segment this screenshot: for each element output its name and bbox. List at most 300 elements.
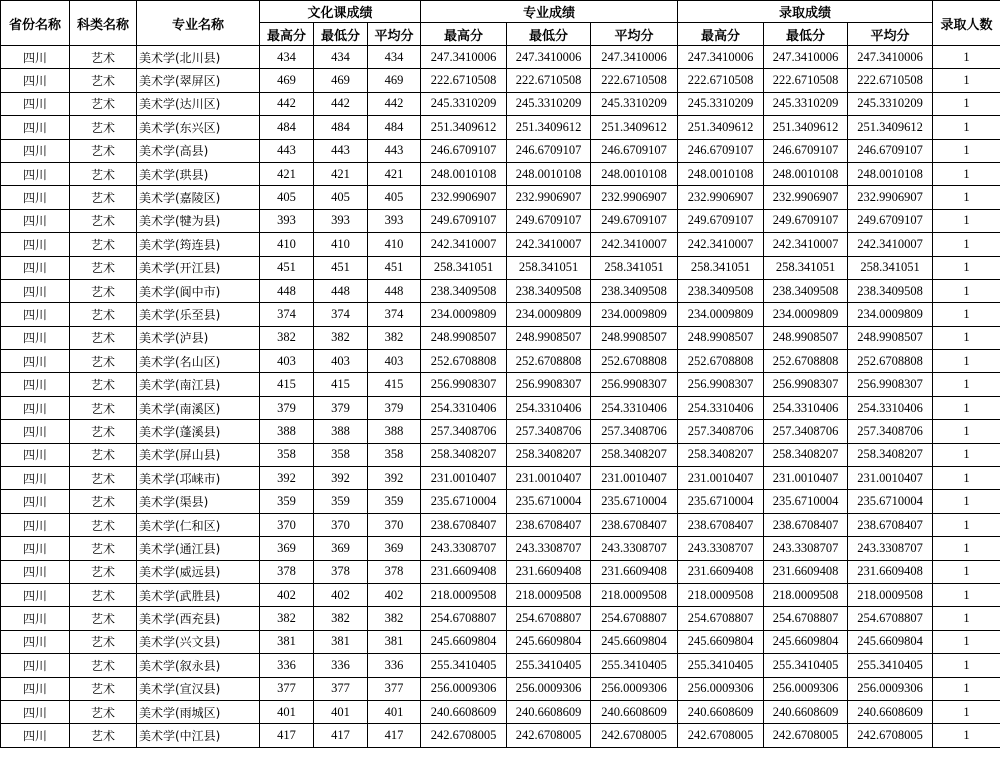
cell-culture-max: 369 xyxy=(260,537,314,560)
cell-admit-count: 1 xyxy=(933,303,1000,326)
cell-major-min: 257.3408706 xyxy=(507,420,591,443)
cell-major-min: 256.0009306 xyxy=(507,677,591,700)
cell-culture-max: 374 xyxy=(260,303,314,326)
cell-culture-avg: 336 xyxy=(368,654,421,677)
cell-admit-min: 252.6708808 xyxy=(764,350,848,373)
cell-culture-max: 448 xyxy=(260,279,314,302)
cell-major-avg: 252.6708808 xyxy=(591,350,678,373)
header-admission-scores: 录取成绩 xyxy=(678,1,933,23)
cell-major-max: 247.3410006 xyxy=(421,46,507,69)
cell-category: 艺术 xyxy=(70,69,137,92)
cell-category: 艺术 xyxy=(70,467,137,490)
cell-admit-avg: 218.0009508 xyxy=(848,583,933,606)
cell-admit-avg: 242.6708005 xyxy=(848,724,933,747)
cell-major: 美术学(叙永县) xyxy=(137,654,260,677)
cell-admit-min: 257.3408706 xyxy=(764,420,848,443)
cell-admit-count: 1 xyxy=(933,630,1000,653)
cell-culture-min: 392 xyxy=(314,467,368,490)
cell-major-min: 251.3409612 xyxy=(507,116,591,139)
cell-province: 四川 xyxy=(1,303,70,326)
cell-culture-avg: 434 xyxy=(368,46,421,69)
cell-province: 四川 xyxy=(1,396,70,419)
cell-culture-max: 370 xyxy=(260,513,314,536)
cell-admit-avg: 245.6609804 xyxy=(848,630,933,653)
cell-province: 四川 xyxy=(1,116,70,139)
cell-category: 艺术 xyxy=(70,396,137,419)
table-row xyxy=(1,326,1000,349)
cell-admit-avg: 235.6710004 xyxy=(848,490,933,513)
table-row xyxy=(1,303,1000,326)
cell-admit-min: 235.6710004 xyxy=(764,490,848,513)
header-admit-max: 最高分 xyxy=(678,23,764,46)
cell-admit-max: 248.0010108 xyxy=(678,162,764,185)
cell-category: 艺术 xyxy=(70,654,137,677)
cell-culture-min: 379 xyxy=(314,396,368,419)
cell-major-max: 258.3408207 xyxy=(421,443,507,466)
cell-admit-avg: 258.3408207 xyxy=(848,443,933,466)
cell-culture-avg: 379 xyxy=(368,396,421,419)
table-row xyxy=(1,92,1000,115)
header-major-scores: 专业成绩 xyxy=(421,1,678,23)
cell-admit-max: 238.6708407 xyxy=(678,513,764,536)
cell-admit-max: 254.6708807 xyxy=(678,607,764,630)
cell-province: 四川 xyxy=(1,139,70,162)
cell-category: 艺术 xyxy=(70,303,137,326)
cell-culture-min: 377 xyxy=(314,677,368,700)
cell-admit-count: 1 xyxy=(933,116,1000,139)
cell-culture-max: 434 xyxy=(260,46,314,69)
cell-admit-max: 247.3410006 xyxy=(678,46,764,69)
cell-culture-min: 359 xyxy=(314,490,368,513)
cell-admit-min: 258.3408207 xyxy=(764,443,848,466)
header-category: 科类名称 xyxy=(70,1,137,46)
table-row xyxy=(1,116,1000,139)
cell-culture-avg: 388 xyxy=(368,420,421,443)
header-culture-scores: 文化课成绩 xyxy=(260,1,421,23)
cell-culture-min: 451 xyxy=(314,256,368,279)
cell-major-min: 231.6609408 xyxy=(507,560,591,583)
table-row xyxy=(1,700,1000,723)
cell-category: 艺术 xyxy=(70,279,137,302)
cell-category: 艺术 xyxy=(70,537,137,560)
cell-admit-max: 218.0009508 xyxy=(678,583,764,606)
cell-major-avg: 222.6710508 xyxy=(591,69,678,92)
cell-category: 艺术 xyxy=(70,607,137,630)
cell-admit-max: 248.9908507 xyxy=(678,326,764,349)
cell-culture-min: 448 xyxy=(314,279,368,302)
cell-major-avg: 245.3310209 xyxy=(591,92,678,115)
cell-admit-min: 218.0009508 xyxy=(764,583,848,606)
cell-culture-max: 377 xyxy=(260,677,314,700)
cell-admit-count: 1 xyxy=(933,513,1000,536)
cell-culture-max: 443 xyxy=(260,139,314,162)
cell-admit-max: 238.3409508 xyxy=(678,279,764,302)
cell-culture-avg: 393 xyxy=(368,209,421,232)
cell-admit-count: 1 xyxy=(933,537,1000,560)
cell-admit-max: 255.3410405 xyxy=(678,654,764,677)
cell-major-min: 245.6609804 xyxy=(507,630,591,653)
cell-admit-avg: 255.3410405 xyxy=(848,654,933,677)
table-row xyxy=(1,256,1000,279)
cell-major-min: 252.6708808 xyxy=(507,350,591,373)
cell-admit-count: 1 xyxy=(933,233,1000,256)
cell-culture-avg: 469 xyxy=(368,69,421,92)
cell-culture-max: 381 xyxy=(260,630,314,653)
cell-province: 四川 xyxy=(1,724,70,747)
cell-major: 美术学(泸县) xyxy=(137,326,260,349)
cell-admit-count: 1 xyxy=(933,209,1000,232)
cell-culture-avg: 382 xyxy=(368,607,421,630)
cell-province: 四川 xyxy=(1,677,70,700)
cell-admit-avg: 243.3308707 xyxy=(848,537,933,560)
cell-major-max: 231.6609408 xyxy=(421,560,507,583)
header-row-group xyxy=(1,1,1000,23)
cell-major-max: 255.3410405 xyxy=(421,654,507,677)
header-culture-min: 最低分 xyxy=(314,23,368,46)
cell-major-max: 246.6709107 xyxy=(421,139,507,162)
cell-admit-max: 246.6709107 xyxy=(678,139,764,162)
cell-category: 艺术 xyxy=(70,46,137,69)
cell-culture-min: 378 xyxy=(314,560,368,583)
cell-admit-count: 1 xyxy=(933,583,1000,606)
cell-culture-min: 369 xyxy=(314,537,368,560)
cell-admit-min: 251.3409612 xyxy=(764,116,848,139)
header-major-max: 最高分 xyxy=(421,23,507,46)
cell-culture-min: 358 xyxy=(314,443,368,466)
cell-major-min: 231.0010407 xyxy=(507,467,591,490)
cell-province: 四川 xyxy=(1,560,70,583)
cell-culture-max: 379 xyxy=(260,396,314,419)
cell-major: 美术学(珙县) xyxy=(137,162,260,185)
cell-culture-max: 401 xyxy=(260,700,314,723)
cell-province: 四川 xyxy=(1,583,70,606)
cell-category: 艺术 xyxy=(70,233,137,256)
header-major-avg: 平均分 xyxy=(591,23,678,46)
cell-category: 艺术 xyxy=(70,490,137,513)
cell-admit-count: 1 xyxy=(933,279,1000,302)
cell-major: 美术学(雨城区) xyxy=(137,700,260,723)
table-row xyxy=(1,233,1000,256)
cell-culture-max: 358 xyxy=(260,443,314,466)
table-row xyxy=(1,396,1000,419)
cell-culture-avg: 369 xyxy=(368,537,421,560)
cell-admit-max: 252.6708808 xyxy=(678,350,764,373)
cell-major: 美术学(武胜县) xyxy=(137,583,260,606)
cell-major-min: 234.0009809 xyxy=(507,303,591,326)
cell-culture-max: 359 xyxy=(260,490,314,513)
cell-major-max: 256.9908307 xyxy=(421,373,507,396)
cell-admit-min: 222.6710508 xyxy=(764,69,848,92)
cell-major: 美术学(阆中市) xyxy=(137,279,260,302)
cell-major-max: 243.3308707 xyxy=(421,537,507,560)
cell-admit-min: 245.6609804 xyxy=(764,630,848,653)
cell-province: 四川 xyxy=(1,326,70,349)
cell-major-max: 240.6608609 xyxy=(421,700,507,723)
cell-admit-max: 254.3310406 xyxy=(678,396,764,419)
cell-culture-avg: 484 xyxy=(368,116,421,139)
cell-major: 美术学(名山区) xyxy=(137,350,260,373)
cell-major-avg: 256.0009306 xyxy=(591,677,678,700)
cell-major-max: 234.0009809 xyxy=(421,303,507,326)
cell-culture-max: 378 xyxy=(260,560,314,583)
cell-province: 四川 xyxy=(1,654,70,677)
cell-admit-min: 249.6709107 xyxy=(764,209,848,232)
cell-major: 美术学(北川县) xyxy=(137,46,260,69)
cell-admit-min: 231.0010407 xyxy=(764,467,848,490)
cell-major: 美术学(宣汉县) xyxy=(137,677,260,700)
cell-major-avg: 249.6709107 xyxy=(591,209,678,232)
header-major-min: 最低分 xyxy=(507,23,591,46)
cell-province: 四川 xyxy=(1,537,70,560)
cell-major-avg: 256.9908307 xyxy=(591,373,678,396)
table-row xyxy=(1,209,1000,232)
cell-admit-max: 240.6608609 xyxy=(678,700,764,723)
cell-admit-avg: 248.0010108 xyxy=(848,162,933,185)
cell-admit-min: 248.0010108 xyxy=(764,162,848,185)
cell-admit-min: 256.0009306 xyxy=(764,677,848,700)
table-row xyxy=(1,69,1000,92)
cell-culture-avg: 378 xyxy=(368,560,421,583)
cell-major: 美术学(兴文县) xyxy=(137,630,260,653)
cell-major-max: 254.6708807 xyxy=(421,607,507,630)
cell-major-avg: 243.3308707 xyxy=(591,537,678,560)
cell-major: 美术学(犍为县) xyxy=(137,209,260,232)
cell-admit-min: 232.9906907 xyxy=(764,186,848,209)
cell-admit-min: 243.3308707 xyxy=(764,537,848,560)
cell-admit-min: 255.3410405 xyxy=(764,654,848,677)
cell-culture-max: 392 xyxy=(260,467,314,490)
table-row xyxy=(1,654,1000,677)
cell-culture-min: 382 xyxy=(314,607,368,630)
cell-major-avg: 234.0009809 xyxy=(591,303,678,326)
cell-major-max: 238.6708407 xyxy=(421,513,507,536)
cell-major-min: 235.6710004 xyxy=(507,490,591,513)
cell-category: 艺术 xyxy=(70,326,137,349)
cell-major-max: 245.3310209 xyxy=(421,92,507,115)
cell-category: 艺术 xyxy=(70,443,137,466)
cell-culture-avg: 374 xyxy=(368,303,421,326)
cell-major-avg: 258.341051 xyxy=(591,256,678,279)
table-row xyxy=(1,467,1000,490)
cell-culture-max: 336 xyxy=(260,654,314,677)
cell-major-avg: 251.3409612 xyxy=(591,116,678,139)
header-culture-max: 最高分 xyxy=(260,23,314,46)
cell-major-max: 238.3409508 xyxy=(421,279,507,302)
cell-admit-min: 238.6708407 xyxy=(764,513,848,536)
cell-admit-max: 232.9906907 xyxy=(678,186,764,209)
cell-province: 四川 xyxy=(1,46,70,69)
cell-major-min: 222.6710508 xyxy=(507,69,591,92)
cell-major-avg: 254.6708807 xyxy=(591,607,678,630)
cell-culture-min: 469 xyxy=(314,69,368,92)
cell-culture-min: 417 xyxy=(314,724,368,747)
cell-category: 艺术 xyxy=(70,162,137,185)
cell-category: 艺术 xyxy=(70,630,137,653)
cell-major-max: 242.3410007 xyxy=(421,233,507,256)
cell-admit-count: 1 xyxy=(933,467,1000,490)
table-body xyxy=(1,46,1000,748)
cell-admit-count: 1 xyxy=(933,420,1000,443)
cell-major-max: 256.0009306 xyxy=(421,677,507,700)
cell-admit-count: 1 xyxy=(933,92,1000,115)
header-admit-avg: 平均分 xyxy=(848,23,933,46)
cell-major: 美术学(仁和区) xyxy=(137,513,260,536)
table-row xyxy=(1,560,1000,583)
cell-culture-max: 442 xyxy=(260,92,314,115)
cell-major: 美术学(南江县) xyxy=(137,373,260,396)
cell-admit-max: 256.9908307 xyxy=(678,373,764,396)
cell-major-avg: 240.6608609 xyxy=(591,700,678,723)
cell-major-max: 235.6710004 xyxy=(421,490,507,513)
cell-province: 四川 xyxy=(1,209,70,232)
header-province: 省份名称 xyxy=(1,1,70,46)
cell-culture-min: 443 xyxy=(314,139,368,162)
cell-culture-avg: 442 xyxy=(368,92,421,115)
cell-major-avg: 242.6708005 xyxy=(591,724,678,747)
cell-admit-avg: 238.6708407 xyxy=(848,513,933,536)
cell-major-min: 232.9906907 xyxy=(507,186,591,209)
cell-province: 四川 xyxy=(1,162,70,185)
table-row xyxy=(1,162,1000,185)
cell-admit-avg: 254.6708807 xyxy=(848,607,933,630)
cell-admit-avg: 238.3409508 xyxy=(848,279,933,302)
cell-province: 四川 xyxy=(1,467,70,490)
cell-culture-avg: 448 xyxy=(368,279,421,302)
cell-culture-max: 382 xyxy=(260,326,314,349)
cell-admit-min: 247.3410006 xyxy=(764,46,848,69)
table-row xyxy=(1,186,1000,209)
cell-admit-avg: 231.6609408 xyxy=(848,560,933,583)
cell-culture-min: 382 xyxy=(314,326,368,349)
cell-admit-avg: 256.9908307 xyxy=(848,373,933,396)
cell-admit-avg: 247.3410006 xyxy=(848,46,933,69)
cell-admit-min: 231.6609408 xyxy=(764,560,848,583)
cell-admit-max: 235.6710004 xyxy=(678,490,764,513)
cell-admit-count: 1 xyxy=(933,490,1000,513)
cell-culture-avg: 377 xyxy=(368,677,421,700)
cell-culture-max: 415 xyxy=(260,373,314,396)
cell-major: 美术学(嘉陵区) xyxy=(137,186,260,209)
cell-culture-max: 484 xyxy=(260,116,314,139)
cell-province: 四川 xyxy=(1,233,70,256)
table-row xyxy=(1,724,1000,747)
cell-culture-avg: 370 xyxy=(368,513,421,536)
cell-major-min: 258.3408207 xyxy=(507,443,591,466)
cell-admit-count: 1 xyxy=(933,69,1000,92)
cell-major-avg: 238.6708407 xyxy=(591,513,678,536)
cell-province: 四川 xyxy=(1,490,70,513)
cell-admit-count: 1 xyxy=(933,677,1000,700)
cell-culture-min: 405 xyxy=(314,186,368,209)
cell-culture-min: 402 xyxy=(314,583,368,606)
table-row xyxy=(1,630,1000,653)
cell-province: 四川 xyxy=(1,92,70,115)
cell-admit-min: 258.341051 xyxy=(764,256,848,279)
cell-major-avg: 218.0009508 xyxy=(591,583,678,606)
cell-admit-avg: 256.0009306 xyxy=(848,677,933,700)
cell-province: 四川 xyxy=(1,700,70,723)
cell-culture-max: 421 xyxy=(260,162,314,185)
cell-admit-avg: 248.9908507 xyxy=(848,326,933,349)
cell-category: 艺术 xyxy=(70,256,137,279)
cell-major: 美术学(中江县) xyxy=(137,724,260,747)
cell-admit-min: 234.0009809 xyxy=(764,303,848,326)
cell-admit-max: 257.3408706 xyxy=(678,420,764,443)
cell-province: 四川 xyxy=(1,513,70,536)
cell-major: 美术学(南溪区) xyxy=(137,396,260,419)
cell-major-avg: 247.3410006 xyxy=(591,46,678,69)
cell-admit-avg: 232.9906907 xyxy=(848,186,933,209)
cell-admit-max: 245.6609804 xyxy=(678,630,764,653)
cell-culture-avg: 403 xyxy=(368,350,421,373)
cell-admit-max: 234.0009809 xyxy=(678,303,764,326)
cell-major-max: 248.9908507 xyxy=(421,326,507,349)
cell-admit-count: 1 xyxy=(933,607,1000,630)
cell-admit-avg: 245.3310209 xyxy=(848,92,933,115)
cell-major-max: 258.341051 xyxy=(421,256,507,279)
cell-admit-max: 249.6709107 xyxy=(678,209,764,232)
cell-admit-min: 256.9908307 xyxy=(764,373,848,396)
cell-admit-avg: 246.6709107 xyxy=(848,139,933,162)
cell-culture-max: 403 xyxy=(260,350,314,373)
cell-admit-min: 254.6708807 xyxy=(764,607,848,630)
cell-admit-avg: 242.3410007 xyxy=(848,233,933,256)
cell-province: 四川 xyxy=(1,630,70,653)
cell-culture-max: 382 xyxy=(260,607,314,630)
cell-major-min: 242.6708005 xyxy=(507,724,591,747)
cell-culture-min: 410 xyxy=(314,233,368,256)
cell-admit-count: 1 xyxy=(933,443,1000,466)
cell-province: 四川 xyxy=(1,607,70,630)
cell-category: 艺术 xyxy=(70,373,137,396)
cell-admit-count: 1 xyxy=(933,46,1000,69)
cell-category: 艺术 xyxy=(70,116,137,139)
cell-major: 美术学(蓬溪县) xyxy=(137,420,260,443)
cell-admit-min: 248.9908507 xyxy=(764,326,848,349)
table-row xyxy=(1,677,1000,700)
cell-province: 四川 xyxy=(1,420,70,443)
cell-culture-min: 374 xyxy=(314,303,368,326)
cell-major-min: 247.3410006 xyxy=(507,46,591,69)
cell-culture-min: 403 xyxy=(314,350,368,373)
cell-province: 四川 xyxy=(1,186,70,209)
cell-culture-min: 381 xyxy=(314,630,368,653)
cell-major-max: 242.6708005 xyxy=(421,724,507,747)
cell-culture-max: 451 xyxy=(260,256,314,279)
cell-major-avg: 231.6609408 xyxy=(591,560,678,583)
cell-major-min: 254.3310406 xyxy=(507,396,591,419)
cell-major-avg: 231.0010407 xyxy=(591,467,678,490)
cell-major-max: 245.6609804 xyxy=(421,630,507,653)
cell-major: 美术学(达川区) xyxy=(137,92,260,115)
table-row xyxy=(1,583,1000,606)
cell-category: 艺术 xyxy=(70,724,137,747)
table-row xyxy=(1,279,1000,302)
cell-culture-avg: 381 xyxy=(368,630,421,653)
cell-admit-max: 256.0009306 xyxy=(678,677,764,700)
table-row xyxy=(1,537,1000,560)
cell-major-min: 248.9908507 xyxy=(507,326,591,349)
cell-admit-avg: 249.6709107 xyxy=(848,209,933,232)
cell-major-avg: 246.6709107 xyxy=(591,139,678,162)
cell-major-min: 246.6709107 xyxy=(507,139,591,162)
cell-major-avg: 242.3410007 xyxy=(591,233,678,256)
cell-culture-max: 388 xyxy=(260,420,314,443)
cell-major-min: 218.0009508 xyxy=(507,583,591,606)
cell-province: 四川 xyxy=(1,373,70,396)
cell-major: 美术学(威远县) xyxy=(137,560,260,583)
cell-culture-min: 434 xyxy=(314,46,368,69)
